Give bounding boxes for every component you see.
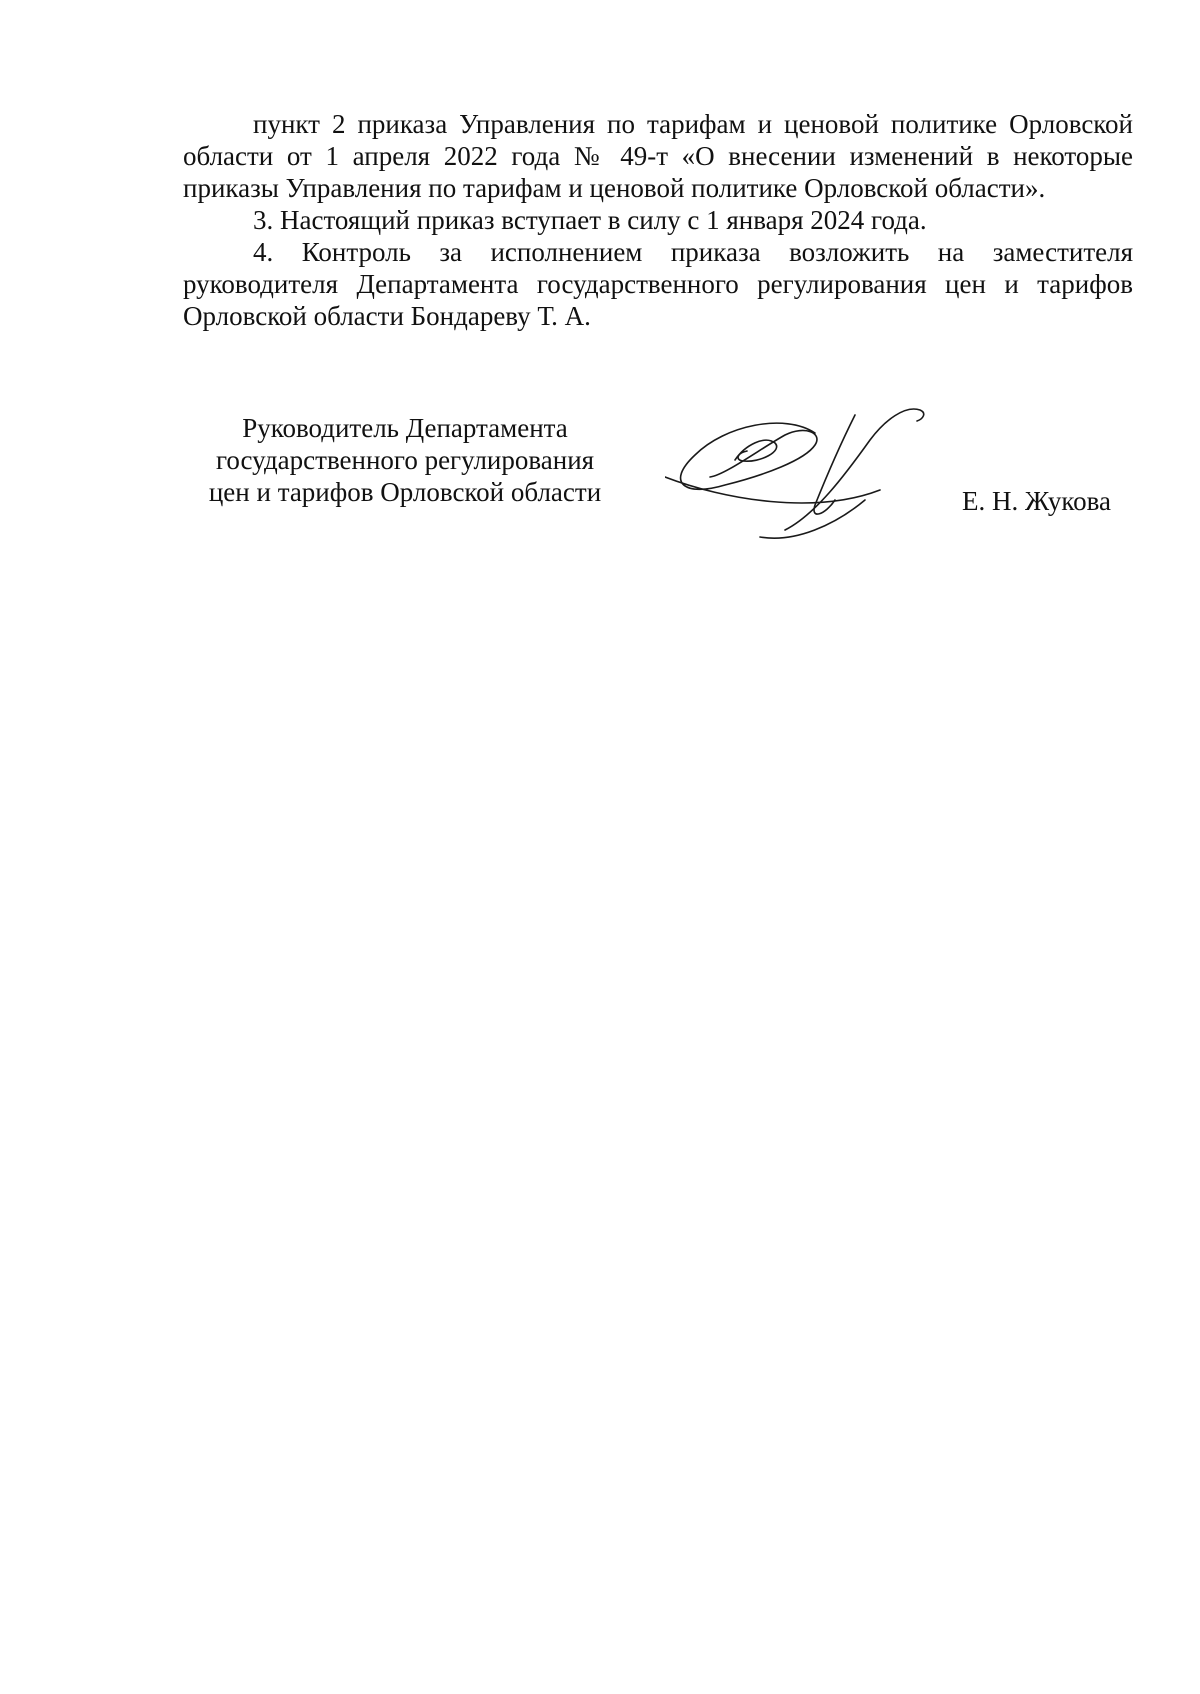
signer-name: Е. Н. Жукова	[962, 486, 1111, 516]
signatory-position	[195, 412, 615, 508]
paragraph-continuation: пункт 2 приказа Управления по тарифам и ценовой политике Орловской области от 1 апреля 2022 года № 49-т «О внесении изменений в некоторые приказы Управления по тарифам и ценовой политике Орловской области».	[183, 109, 1133, 203]
handwritten-signature	[665, 405, 945, 545]
document-body	[183, 108, 1133, 332]
position-line-3: цен и тарифов Орловской области	[208, 477, 602, 507]
paragraph-4: 4. Контроль за исполнением приказа возложить на заместителя руководителя Департамента государственного регулирования цен и тарифов Орловской области Бондареву Т. А.	[183, 237, 1133, 331]
paragraph-3: 3. Настоящий приказ вступает в силу с 1 января 2024 года.	[253, 205, 927, 235]
position-line-1: Руководитель Департамента	[242, 413, 568, 443]
position-line-2: государственного регулирования	[215, 445, 595, 475]
